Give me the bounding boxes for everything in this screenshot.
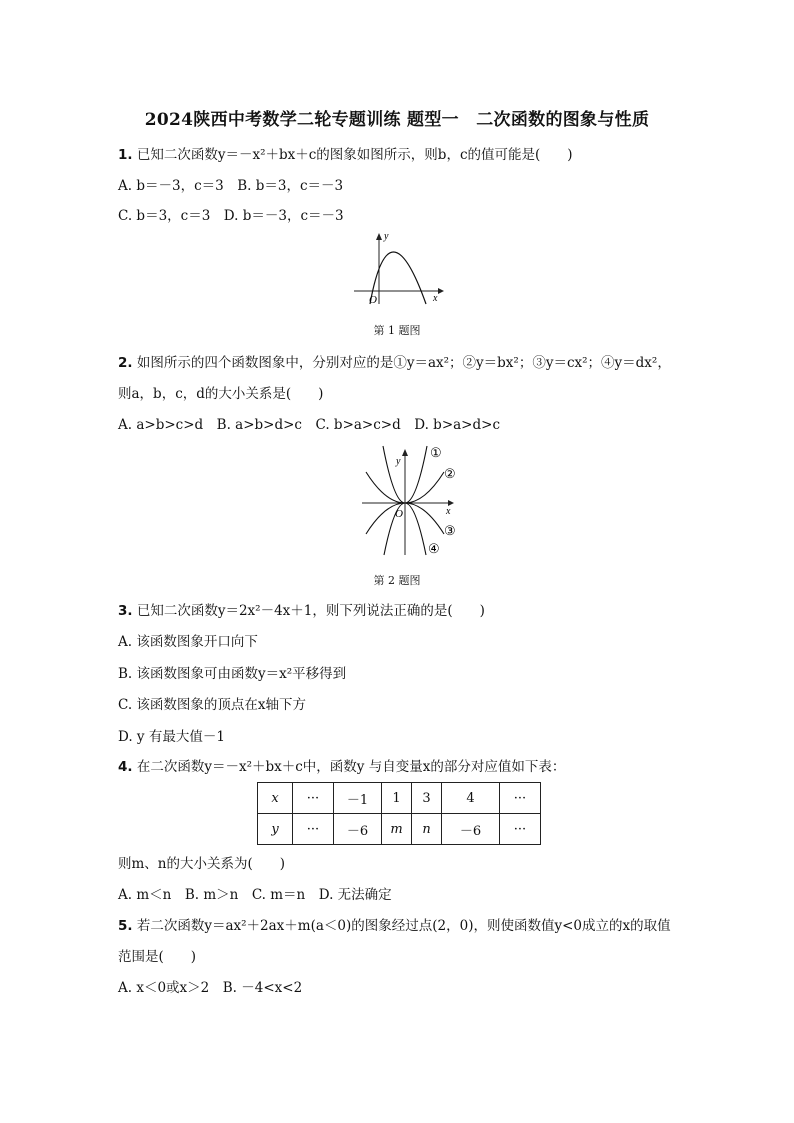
table-cell: x bbox=[258, 783, 293, 814]
q3-stem-line bbox=[118, 602, 485, 620]
q4-stem-line bbox=[118, 758, 565, 776]
q5-number: 5. bbox=[118, 918, 133, 934]
table-cell: 4 bbox=[442, 783, 500, 814]
q4-question: 则m、n的大小关系为( ) bbox=[118, 856, 286, 872]
q1-origin-label: O bbox=[369, 294, 377, 306]
table-cell: －1 bbox=[334, 783, 382, 814]
table-row bbox=[258, 783, 541, 814]
q5-stem-2: 范围是( ) bbox=[118, 949, 197, 965]
q3-option-d: D. y 有最大值－1 bbox=[118, 729, 225, 745]
q2-label-2: ② bbox=[444, 467, 456, 482]
q3-option-a: A. 该函数图象开口向下 bbox=[118, 634, 258, 650]
q1-y-arrow bbox=[376, 233, 382, 240]
table-cell: m bbox=[382, 814, 412, 845]
q3-option-b: B. 该函数图象可由函数y＝x²平移得到 bbox=[118, 666, 347, 682]
q1-stem-line bbox=[118, 146, 573, 164]
q1-options-cd: C. b＝3，c＝3 D. b＝－3，c＝－3 bbox=[118, 208, 344, 224]
q2-label-3: ③ bbox=[444, 524, 456, 539]
q5-stem-line-1 bbox=[118, 917, 671, 935]
q2-stem-2: 则a，b，c，d的大小关系是( ) bbox=[118, 386, 324, 402]
q1-x-arrow bbox=[438, 288, 444, 294]
q4-stem: 在二次函数y＝－x²＋bx＋c中，函数y 与自变量x的部分对应值如下表： bbox=[136, 759, 566, 775]
q2-options: A. a>b>c>d B. a>b>d>c C. b>a>c>d D. b>a>d>c bbox=[118, 417, 501, 433]
q2-origin-label: O bbox=[395, 508, 403, 520]
q2-y-arrow bbox=[402, 449, 408, 456]
q2-stem-line-1 bbox=[118, 354, 671, 372]
q1-y-label: y bbox=[384, 231, 389, 242]
table-cell: ··· bbox=[500, 814, 541, 845]
q1-options-ab: A. b＝－3，c＝3 B. b＝3，c＝－3 bbox=[118, 178, 344, 194]
q5-stem-1: 若二次函数y＝ax²＋2ax＋m(a＜0)的图象经过点(2，0)，则使函数值y<0成立的x的取值 bbox=[136, 918, 671, 934]
q2-label-4: ④ bbox=[428, 542, 440, 557]
q2-number: 2. bbox=[118, 355, 133, 371]
table-cell: ··· bbox=[293, 783, 334, 814]
q1-parabola-curve bbox=[370, 252, 426, 304]
table-cell: n bbox=[412, 814, 442, 845]
q4-number: 4. bbox=[118, 759, 133, 775]
q2-x-label: x bbox=[446, 506, 451, 517]
table-cell: －6 bbox=[442, 814, 500, 845]
q3-stem: 已知二次函数y＝2x²－4x＋1，则下列说法正确的是( ) bbox=[136, 603, 485, 619]
q1-stem: 已知二次函数y＝－x²＋bx＋c的图象如图所示，则b，c的值可能是( ) bbox=[136, 147, 573, 163]
q5-options: A. x＜0或x＞2 B. －4<x<2 bbox=[118, 980, 303, 996]
q2-figure-caption: 第 2 题图 bbox=[373, 574, 421, 587]
q2-y-label: y bbox=[396, 456, 401, 467]
q3-option-c: C. 该函数图象的顶点在x轴下方 bbox=[118, 697, 307, 713]
q1-x-label: x bbox=[433, 293, 438, 304]
table-cell: 1 bbox=[382, 783, 412, 814]
q1-figure-caption: 第 1 题图 bbox=[373, 324, 421, 337]
q4-value-table bbox=[257, 782, 541, 845]
table-row bbox=[258, 814, 541, 845]
q2-parabolas-figure bbox=[358, 440, 468, 560]
q2-label-1: ① bbox=[430, 446, 442, 461]
q1-number: 1. bbox=[118, 147, 133, 163]
table-cell: ··· bbox=[500, 783, 541, 814]
table-cell: ··· bbox=[293, 814, 334, 845]
q1-parabola-figure bbox=[348, 228, 448, 306]
q3-number: 3. bbox=[118, 603, 133, 619]
q2-stem-1: 如图所示的四个函数图象中，分别对应的是①y＝ax²；②y＝bx²；③y＝cx²；④y＝dx²， bbox=[136, 355, 671, 371]
q4-options: A. m＜n B. m＞n C. m＝n D. 无法确定 bbox=[118, 887, 392, 903]
table-cell: －6 bbox=[334, 814, 382, 845]
table-cell: 3 bbox=[412, 783, 442, 814]
table-cell: y bbox=[258, 814, 293, 845]
page-title: 2024陕西中考数学二轮专题训练 题型一 二次函数的图象与性质 bbox=[144, 110, 650, 130]
